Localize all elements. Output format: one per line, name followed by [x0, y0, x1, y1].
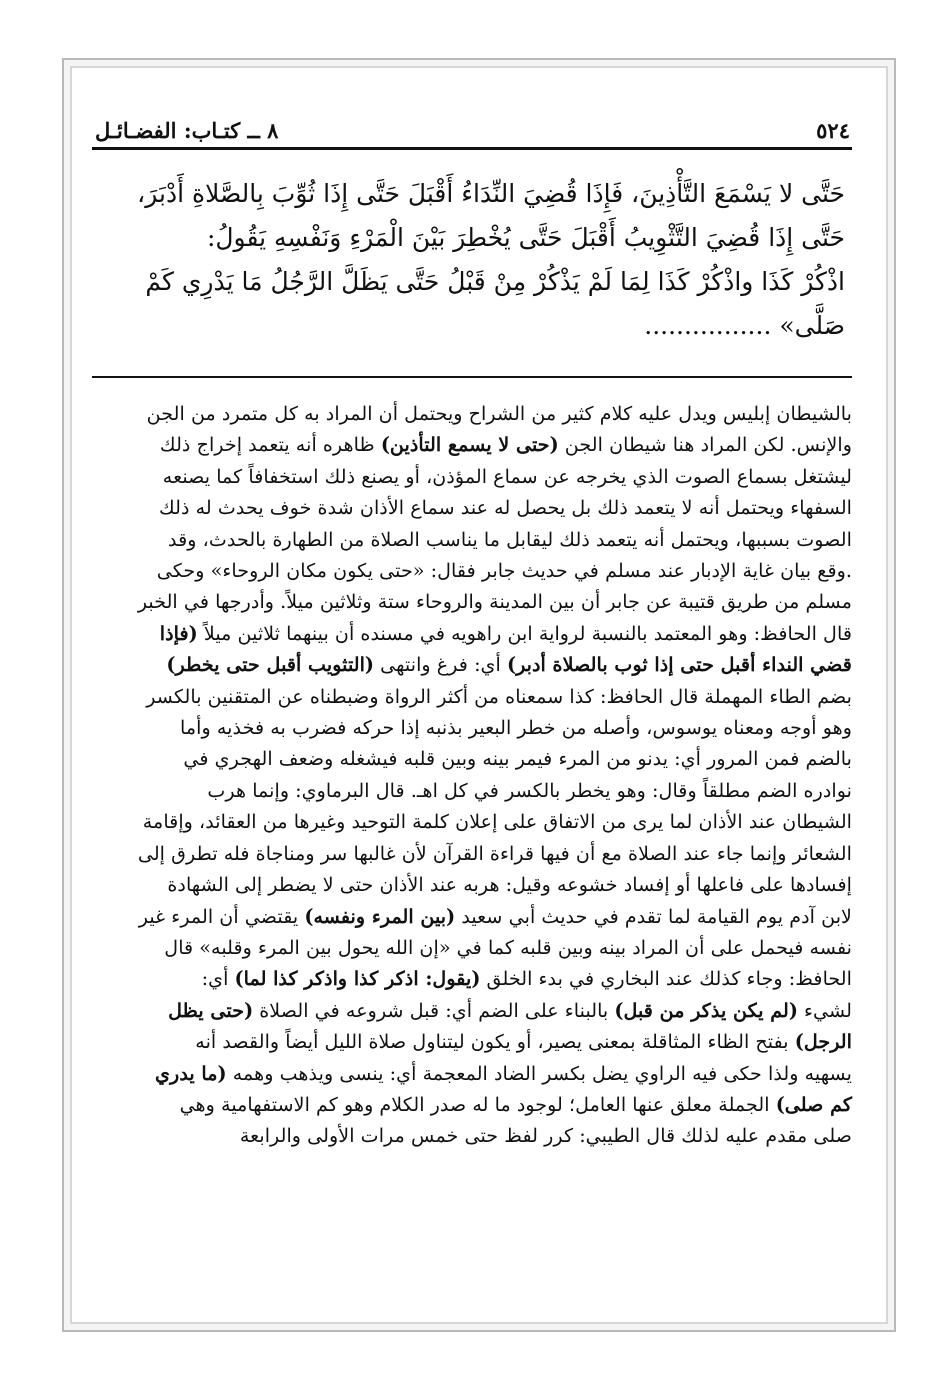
bold-quote: قضي النداء أقبل حتى إذا ثوب بالصلاة أدبر) [506, 653, 852, 677]
page-header [95, 114, 850, 146]
bold-quote: (فإذا [159, 621, 198, 645]
commentary-segment: .وقع بيان غاية الإدبار عند مسلم في حديث جابر فقال: «حتى يكون مكان الروحاء» وحكى [156, 559, 852, 583]
commentary-line [92, 492, 852, 523]
commentary-segment: الشيطان عند الأذان لما يرى من الاتفاق على إعلان كلمة التوحيد وغيرها من العقائد، وإقامة [142, 810, 852, 834]
header-rule [92, 147, 852, 150]
bold-quote: الرجل) [794, 1030, 852, 1054]
hadith-line: صَلَّى» [779, 311, 845, 340]
commentary-segment: والإنس. لكن المراد هنا شيطان الجن [558, 433, 852, 457]
chapter-title: ٨ ــ كتـاب: الفضـائـل [95, 117, 279, 143]
commentary-segment: نوادره الضم مطلقاً وقال: وهو يخطر بالكسر في كل اهـ. قال البرماوي: وإنما هرب [207, 778, 852, 802]
commentary-line [92, 398, 852, 429]
commentary-segment: لشيء [797, 998, 852, 1022]
commentary-segment: أي: فرغ وانتهى [374, 653, 507, 677]
commentary-line [92, 1058, 852, 1089]
commentary-segment: قال الحافظ: وهو المعتمد بالنسبة لرواية ابن راهويه في مسنده أن بينهما ثلاثين ميلاً [197, 621, 852, 645]
commentary-line [92, 555, 852, 586]
hadith-line: حَتَّى إِذَا قُضِيَ التَّثْوِيبُ أَقْبَلَ حَتَّى يُخْطِرَ بَيْنَ الْمَرْءِ وَنَفْسِهِ يَقُولُ: [206, 223, 845, 252]
commentary-line [92, 932, 852, 963]
commentary-line [92, 681, 852, 712]
hadith-line: حَتَّى لا يَسْمَعَ التَّأْذِينَ، فَإِذَا قُضِيَ النِّدَاءُ أَقْبَلَ حَتَّى إِذَا ثُوِّبَ بِالصَّلاةِ أَدْبَرَ، [137, 179, 845, 208]
bold-quote: (يقول: اذكر كذا واذكر كذا لما) [234, 967, 481, 991]
commentary-segment: وهو أوجه ومعناه يوسوس، وأصله من خطر البعير بذنبه إذا حركه فضرب به فخذيه وأما [180, 716, 852, 740]
commentary-segment: مسلم من طريق قتيبة عن جابر أن بين المدينة والروحاء ستة وثلاثين ميلاً. وأدرجها في الخبر [137, 590, 852, 614]
commentary-segment: لابن آدم يوم القيامة لما تقدم في حديث أبي سعيد [455, 904, 852, 928]
commentary-line [92, 618, 852, 649]
bold-quote: كم صلى) [775, 1092, 852, 1116]
commentary-line [92, 429, 852, 460]
commentary-line [92, 1026, 852, 1057]
commentary-segment: نفسه فيحمل على أن المراد بينه وبين قلبه كما في «إن الله يحول بين المرء وقلبه» قال [164, 935, 852, 959]
commentary-segment: أي: [201, 967, 235, 991]
commentary-segment: بضم الطاء المهملة قال الحافظ: كذا سمعناه من أكثر الرواة وضبطناه عن المتقنين بالكسر [146, 684, 852, 708]
commentary-line [92, 995, 852, 1026]
commentary-line [92, 461, 852, 492]
bold-quote: (ما يدري [155, 1061, 227, 1085]
commentary-segment: الجملة معلق عنها العامل؛ لوجود ما له صدر الكلام وهو كم الاستفهامية وهي [179, 1092, 776, 1116]
bold-quote: (بين المرء ونفسه) [304, 904, 456, 928]
commentary-segment: الشعائر وإنما جاء عند الصلاة مع أن فيها قراءة القرآن لأن غالبها سر ومناجاة فله تطرق إلى [137, 841, 852, 865]
commentary-line [92, 586, 852, 617]
commentary-segment: الحافظ: وجاء كذلك عند البخاري في بدء الخلق [480, 967, 852, 991]
commentary-line [92, 775, 852, 806]
dotted-leader: ................ [644, 311, 772, 340]
commentary-line [92, 712, 852, 743]
commentary-text [92, 398, 852, 1152]
commentary-segment: ظاهره أنه يتعمد إخراج ذلك [159, 433, 381, 457]
commentary-segment: بالبناء على الضم أي: قبل شروعه في الصلاة [253, 998, 615, 1022]
bold-quote: (حتى لا يسمع التأذين) [380, 433, 559, 457]
commentary-line [92, 838, 852, 869]
separator-rule [92, 376, 852, 378]
commentary-line [92, 963, 852, 994]
commentary-line [92, 1120, 852, 1151]
commentary-segment: بفتح الظاء المثاقلة بمعنى يصير، أو يكون ليتناول صلاة الليل أيضاً والقصد أنه [195, 1030, 795, 1054]
commentary-line [92, 1089, 852, 1120]
commentary-segment: بالضم فمن المرور أي: يدنو من المرء فيمر بينه وبين قلبه فيشغله وضعف الهجري في [183, 747, 852, 771]
commentary-segment: الصوت بسببها، ويحتمل أنه يتعمد ذلك ليقابل ما يناسب الصلاة من الطهارة بالحدث، وقد [168, 527, 852, 551]
commentary-line [92, 869, 852, 900]
commentary-segment: السفهاء ويحتمل أنه لا يتعمد ذلك بل يحصل له عند سماع الأذان شدة خوف يحدث له ذلك [158, 496, 852, 520]
hadith-line: اذْكُرْ كَذَا واذْكُرْ كَذَا لِمَا لَمْ يَذْكُرْ مِنْ قَبْلُ حَتَّى يَظَلَّ الرَّجُلُ مَا يَدْرِي كَمْ [145, 267, 845, 296]
commentary-segment: صلى مقدم عليه لذلك قال الطيبي: كرر لفظ حتى خمس مرات الأولى والرابعة [239, 1124, 852, 1148]
hadith-text [95, 172, 845, 348]
commentary-segment: يسهيه ولذا حكى فيه الراوي يضل بكسر الضاد المعجمة أي: ينسى ويذهب وهمه [226, 1061, 852, 1085]
commentary-line [92, 743, 852, 774]
bold-quote: (لم يكن يذكر من قبل) [614, 998, 798, 1022]
bold-quote: (حتى يظل [168, 998, 254, 1022]
commentary-segment: بالشيطان إبليس ويدل عليه كلام كثير من الشراح ويحتمل أن المراد به كل متمرد من الجن [146, 402, 852, 425]
hadith-last-line [95, 304, 845, 348]
commentary-line [92, 901, 852, 932]
page-number: ٥٢٤ [816, 117, 850, 143]
commentary-line [92, 806, 852, 837]
commentary-segment: يقتضي أن المرء غير [138, 904, 305, 928]
commentary-segment: إفسادها على فاعلها أو إفساد خشوعه وقيل: هربه عند الأذان حتى لا يضطر إلى الشهادة [167, 873, 852, 897]
commentary-segment: ليشتغل بسماع الصوت الذي يخرجه عن سماع المؤذن، أو يصنع ذلك استخفافاً كما يصنعه [162, 464, 852, 488]
bold-quote: (التثويب أقبل حتى يخطر) [166, 653, 374, 677]
commentary-line [92, 649, 852, 680]
commentary-line [92, 524, 852, 555]
